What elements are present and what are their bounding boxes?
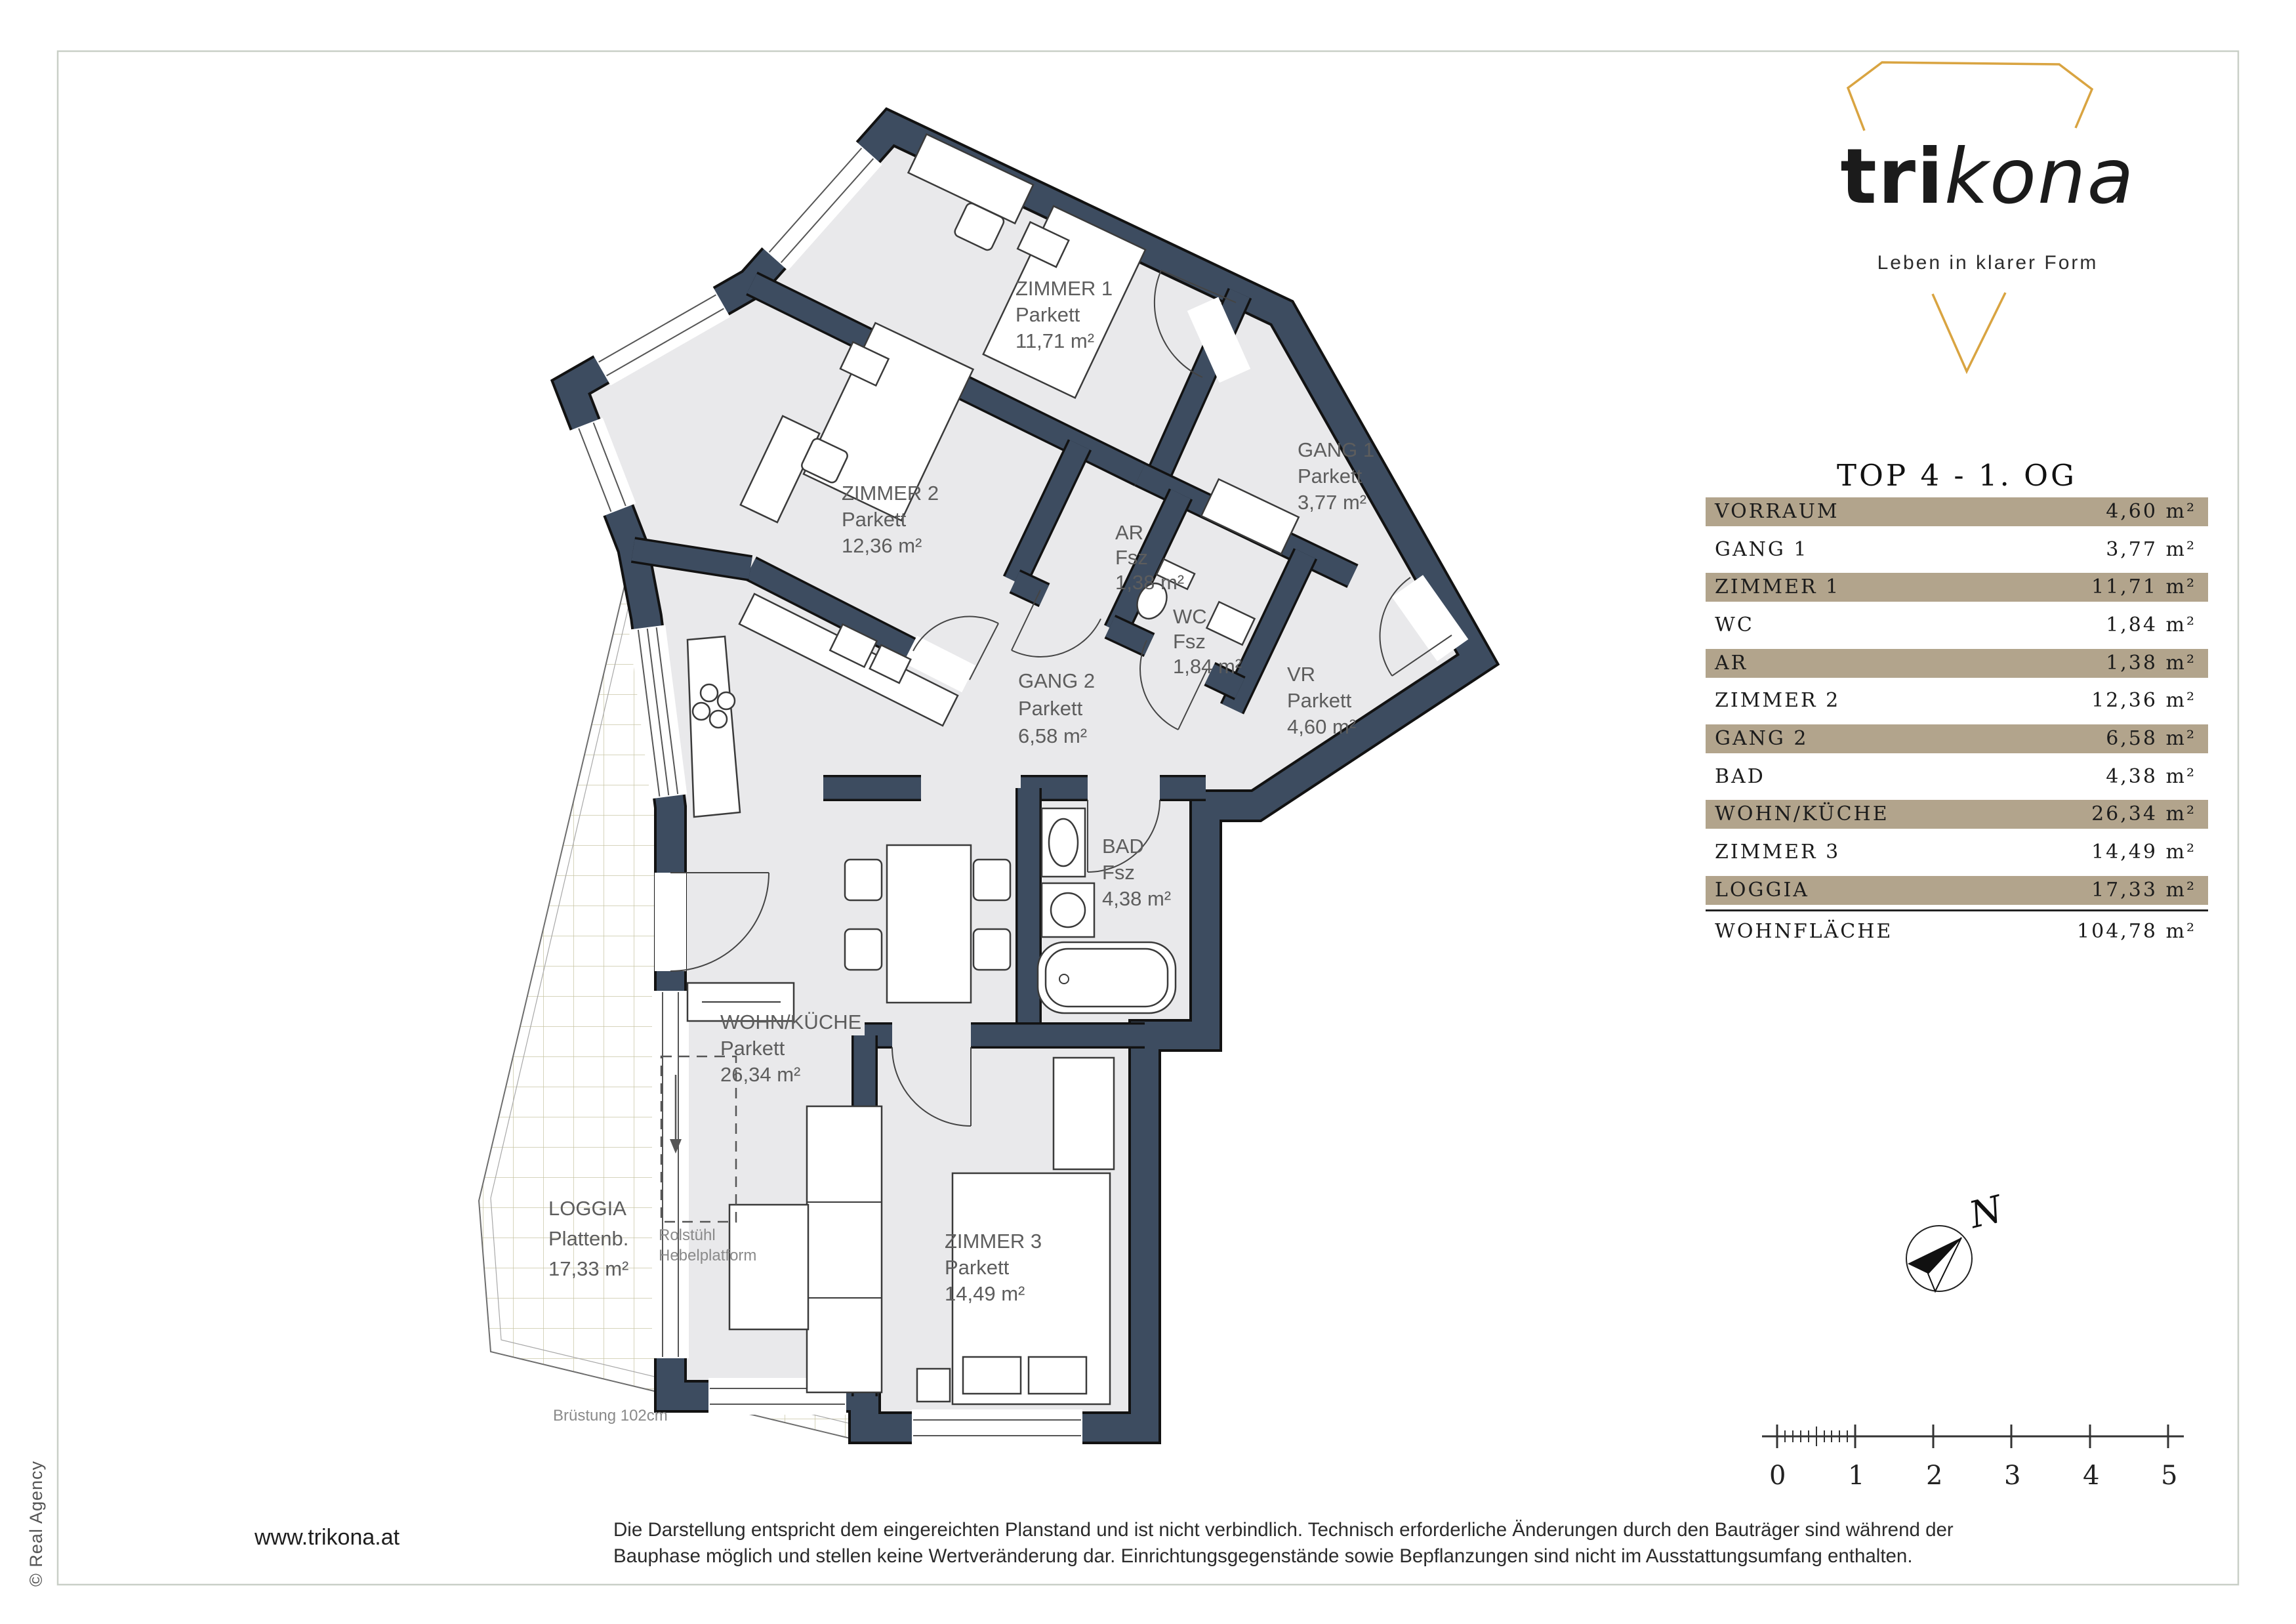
svg-text:5: 5	[2161, 1461, 2178, 1491]
svg-text:0: 0	[1769, 1461, 1786, 1491]
table-row: LOGGIA 17,33 m²	[1706, 876, 2208, 905]
table-row: ZIMMER 3 14,49 m²	[1715, 841, 2196, 864]
svg-text:12,36 m²: 12,36 m²	[842, 534, 922, 557]
compass-north-label: N	[1965, 1188, 2007, 1238]
svg-text:Parkett: Parkett	[1015, 303, 1080, 326]
table-row: ZIMMER 1 11,71 m²	[1706, 573, 2208, 602]
svg-text:2: 2	[1926, 1461, 1943, 1491]
scale-bar	[1762, 1425, 2184, 1448]
svg-text:17,33 m²: 17,33 m²	[548, 1257, 629, 1280]
svg-text:6,58 m²: 6,58 m²	[1018, 724, 1088, 747]
svg-text:1,84 m²: 1,84 m²	[1173, 655, 1242, 678]
table-row: BAD 4,38 m²	[1715, 765, 2196, 788]
table-row: AR 1,38 m²	[1706, 649, 2208, 678]
copyright-note: © Real Agency	[26, 1461, 46, 1587]
svg-text:4,60 m²: 4,60 m²	[1287, 715, 1357, 738]
svg-text:1,38 m²: 1,38 m²	[1115, 571, 1185, 594]
table-total-rule	[1706, 909, 2208, 911]
wheelchair-label-line1: Rolstühl	[659, 1226, 716, 1244]
room-label-wohnkueche: WOHN/KÜCHE	[720, 1010, 862, 1033]
logo-brand-light: kona	[1944, 133, 2135, 221]
svg-text:3: 3	[2004, 1461, 2021, 1491]
room-label-vr: VR	[1287, 663, 1316, 686]
room-label-zimmer1: ZIMMER 1	[1015, 277, 1113, 300]
table-row: ZIMMER 2 12,36 m²	[1715, 689, 2196, 712]
table-row: WOHN/KÜCHE 26,34 m²	[1706, 800, 2208, 829]
svg-text:Parkett: Parkett	[1018, 697, 1083, 720]
svg-text:14,49 m²: 14,49 m²	[945, 1282, 1025, 1305]
parapet-label: Brüstung 102cm	[553, 1407, 668, 1425]
svg-text:Parkett: Parkett	[720, 1037, 785, 1060]
room-label-zimmer3: ZIMMER 3	[945, 1230, 1042, 1253]
wheelchair-label-line2: Hebelplatform	[659, 1247, 757, 1264]
table-row: GANG 2 6,58 m²	[1706, 724, 2208, 753]
logo	[1771, 133, 2204, 221]
room-label-wc: WC	[1173, 605, 1207, 628]
svg-text:4: 4	[2083, 1461, 2100, 1491]
compass	[1906, 1188, 2008, 1291]
room-label-loggia: LOGGIA	[548, 1197, 626, 1220]
svg-text:11,71 m²: 11,71 m²	[1015, 329, 1095, 352]
room-label-gang2: GANG 2	[1018, 669, 1096, 692]
unit-title: TOP 4 - 1. OG	[1836, 458, 2077, 493]
disclaimer-line1: Die Darstellung entspricht dem eingereichten Planstand und ist nicht verbindlich. Technisch erforderliche Änderungen durch den Bauträger sind während der	[613, 1519, 1954, 1541]
svg-text:26,34 m²: 26,34 m²	[720, 1063, 801, 1086]
table-row: VORRAUM 4,60 m²	[1706, 497, 2208, 526]
svg-text:Parkett: Parkett	[842, 508, 907, 531]
svg-text:Parkett: Parkett	[945, 1256, 1010, 1279]
website-link[interactable]: www.trikona.at	[255, 1525, 400, 1550]
room-label-zimmer2: ZIMMER 2	[842, 482, 939, 505]
svg-text:Fsz: Fsz	[1115, 546, 1148, 569]
svg-text:Fsz: Fsz	[1173, 630, 1206, 653]
logo-tagline: Leben in klarer Form	[1877, 252, 2099, 274]
disclaimer-text	[613, 1517, 2207, 1570]
svg-text:Parkett: Parkett	[1298, 465, 1363, 488]
disclaimer-line2: Bauphase möglich und stellen keine Wertveränderung dar. Einrichtungsgegenstände sowie Bepflanzungen sind nicht im Ausstattungsumfang enthalten.	[613, 1545, 1913, 1567]
svg-text:Plattenb.: Plattenb.	[548, 1227, 629, 1250]
scale-bar-labels	[1769, 1461, 2177, 1491]
table-row: GANG 1 3,77 m²	[1715, 538, 2196, 561]
svg-text:Fsz: Fsz	[1102, 861, 1135, 884]
room-label-gang1: GANG 1	[1298, 438, 1375, 461]
logo-brand-bold: tri	[1840, 133, 1944, 221]
table-row: WC 1,84 m²	[1715, 614, 2196, 636]
svg-text:1: 1	[1848, 1461, 1865, 1491]
svg-text:3,77 m²: 3,77 m²	[1298, 491, 1367, 514]
svg-text:Parkett: Parkett	[1287, 689, 1352, 712]
room-label-ar: AR	[1115, 521, 1144, 544]
table-total-row: WOHNFLÄCHE 104,78 m²	[1715, 920, 2196, 943]
svg-text:4,38 m²: 4,38 m²	[1102, 887, 1172, 910]
room-label-bad: BAD	[1102, 835, 1144, 858]
